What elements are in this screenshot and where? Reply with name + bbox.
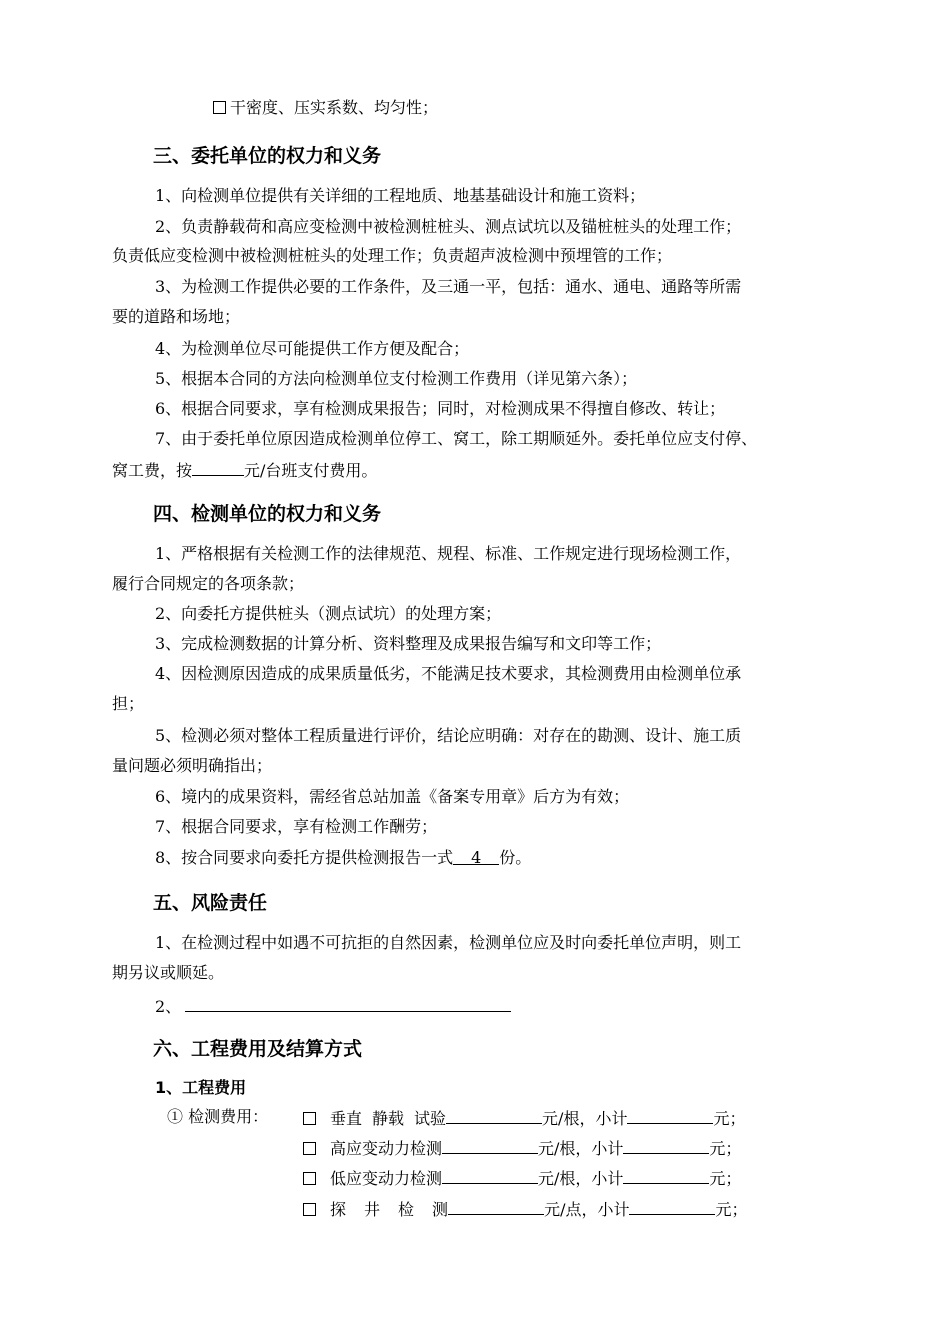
unit-price-blank[interactable]: [446, 1106, 542, 1124]
sec3-clause-4: 4、为检测单位尽可能提供工作方便及配合；: [155, 339, 470, 358]
sec3-clause-2b: 负责低应变检测中被检测桩桩头的处理工作；负责超声波检测中预埋管的工作；: [112, 246, 673, 265]
section-6-title: 六、工程费用及结算方式: [153, 1038, 363, 1060]
sec3-clause-6: 6、根据合同要求，享有检测成果报告；同时，对检测成果不得擅自修改、转让；: [155, 399, 726, 418]
section-3-title: 三、委托单位的权力和义务: [153, 145, 382, 167]
subtotal-blank[interactable]: [627, 1106, 713, 1124]
unit-price-blank[interactable]: [442, 1166, 538, 1184]
section-4-title: 四、检测单位的权力和义务: [153, 503, 382, 525]
idle-fee-blank[interactable]: [192, 458, 244, 476]
subtotal-blank[interactable]: [623, 1166, 709, 1184]
sec4-clause-5a: 5、检测必须对整体工程质量进行评价，结论应明确：对存在的勘测、设计、施工质: [155, 726, 742, 745]
section-5-title: 五、风险责任: [153, 892, 268, 914]
unit-price-blank[interactable]: [442, 1136, 538, 1154]
sec3-clause-1: 1、向检测单位提供有关详细的工程地质、地基基础设计和施工资料；: [155, 186, 646, 205]
sec4-clause-4a: 4、因检测原因造成的成果质量低劣，不能满足技术要求，其检测费用由检测单位承: [155, 664, 742, 683]
checkbox[interactable]: [303, 1142, 316, 1155]
fee-label: ① 检测费用：: [167, 1107, 269, 1126]
sec3-clause-5: 5、根据本合同的方法向检测单位支付检测工作费用（详见第六条）；: [155, 369, 638, 388]
fee-row-high-strain: 高应变动力检测 元/根，小计 元；: [303, 1136, 741, 1160]
sec5-clause-1a: 1、在检测过程中如遇不可抗拒的自然因素，检测单位应及时向委托单位声明，则工: [155, 933, 742, 952]
sec3-clause-3a: 3、为检测工作提供必要的工作条件，及三通一平，包括：通水、通电、通路等所需: [155, 277, 742, 296]
sec4-clause-7: 7、根据合同要求，享有检测工作酬劳；: [155, 817, 438, 836]
sec4-clause-1b: 履行合同规定的各项条款；: [112, 574, 305, 593]
sec3-clause-7a: 7、由于委托单位原因造成检测单位停工、窝工，除工期顺延外。委托单位应支付停、: [155, 429, 758, 448]
checkbox[interactable]: [213, 101, 226, 114]
sec5-clause-2: 2、: [155, 994, 511, 1018]
report-copies-field[interactable]: 4: [453, 847, 499, 865]
sec4-clause-3: 3、完成检测数据的计算分析、资料整理及成果报告编写和文印等工作；: [155, 634, 662, 653]
sec6-sub-1: 1、工程费用: [155, 1078, 247, 1097]
fee-row-low-strain: 低应变动力检测 元/根，小计 元；: [303, 1166, 741, 1190]
subtotal-blank[interactable]: [629, 1197, 715, 1215]
sec4-clause-8: 8、按合同要求向委托方提供检测报告一式 4 份。: [155, 848, 532, 867]
fee-row-static-load: 垂直 静载 试验 元/根，小计 元；: [303, 1106, 745, 1130]
sec4-clause-4b: 担；: [112, 694, 145, 713]
sec5-clause-1b: 期另议或顺延。: [112, 963, 225, 982]
sec4-clause-1a: 1、严格根据有关检测工作的法律规范、规程、标准、工作规定进行现场检测工作，: [155, 544, 742, 563]
sec4-clause-5b: 量问题必须明确指出；: [112, 756, 273, 775]
sec4-clause-2: 2、向委托方提供桩头（测点试坑）的处理方案；: [155, 604, 502, 623]
checkbox[interactable]: [303, 1172, 316, 1185]
sec4-clause-6: 6、境内的成果资料，需经省总站加盖《备案专用章》后方为有效；: [155, 787, 630, 806]
checkbox-item-dry-density: 干密度、压实系数、均匀性；: [213, 97, 438, 119]
risk-clause-2-blank[interactable]: [185, 994, 511, 1012]
sec3-clause-2a: 2、负责静载荷和高应变检测中被检测桩桩头、测点试坑以及锚桩桩头的处理工作；: [155, 217, 742, 236]
checkbox[interactable]: [303, 1203, 316, 1216]
sec3-clause-7b: 窝工费，按 元/台班支付费用。: [112, 458, 377, 482]
subtotal-blank[interactable]: [623, 1136, 709, 1154]
unit-price-blank[interactable]: [448, 1197, 544, 1215]
checkbox[interactable]: [303, 1112, 316, 1125]
sec3-clause-3b: 要的道路和场地；: [112, 307, 241, 326]
fee-row-pit-inspection: 探 井 检 测 元/点，小计 元；: [303, 1197, 747, 1221]
